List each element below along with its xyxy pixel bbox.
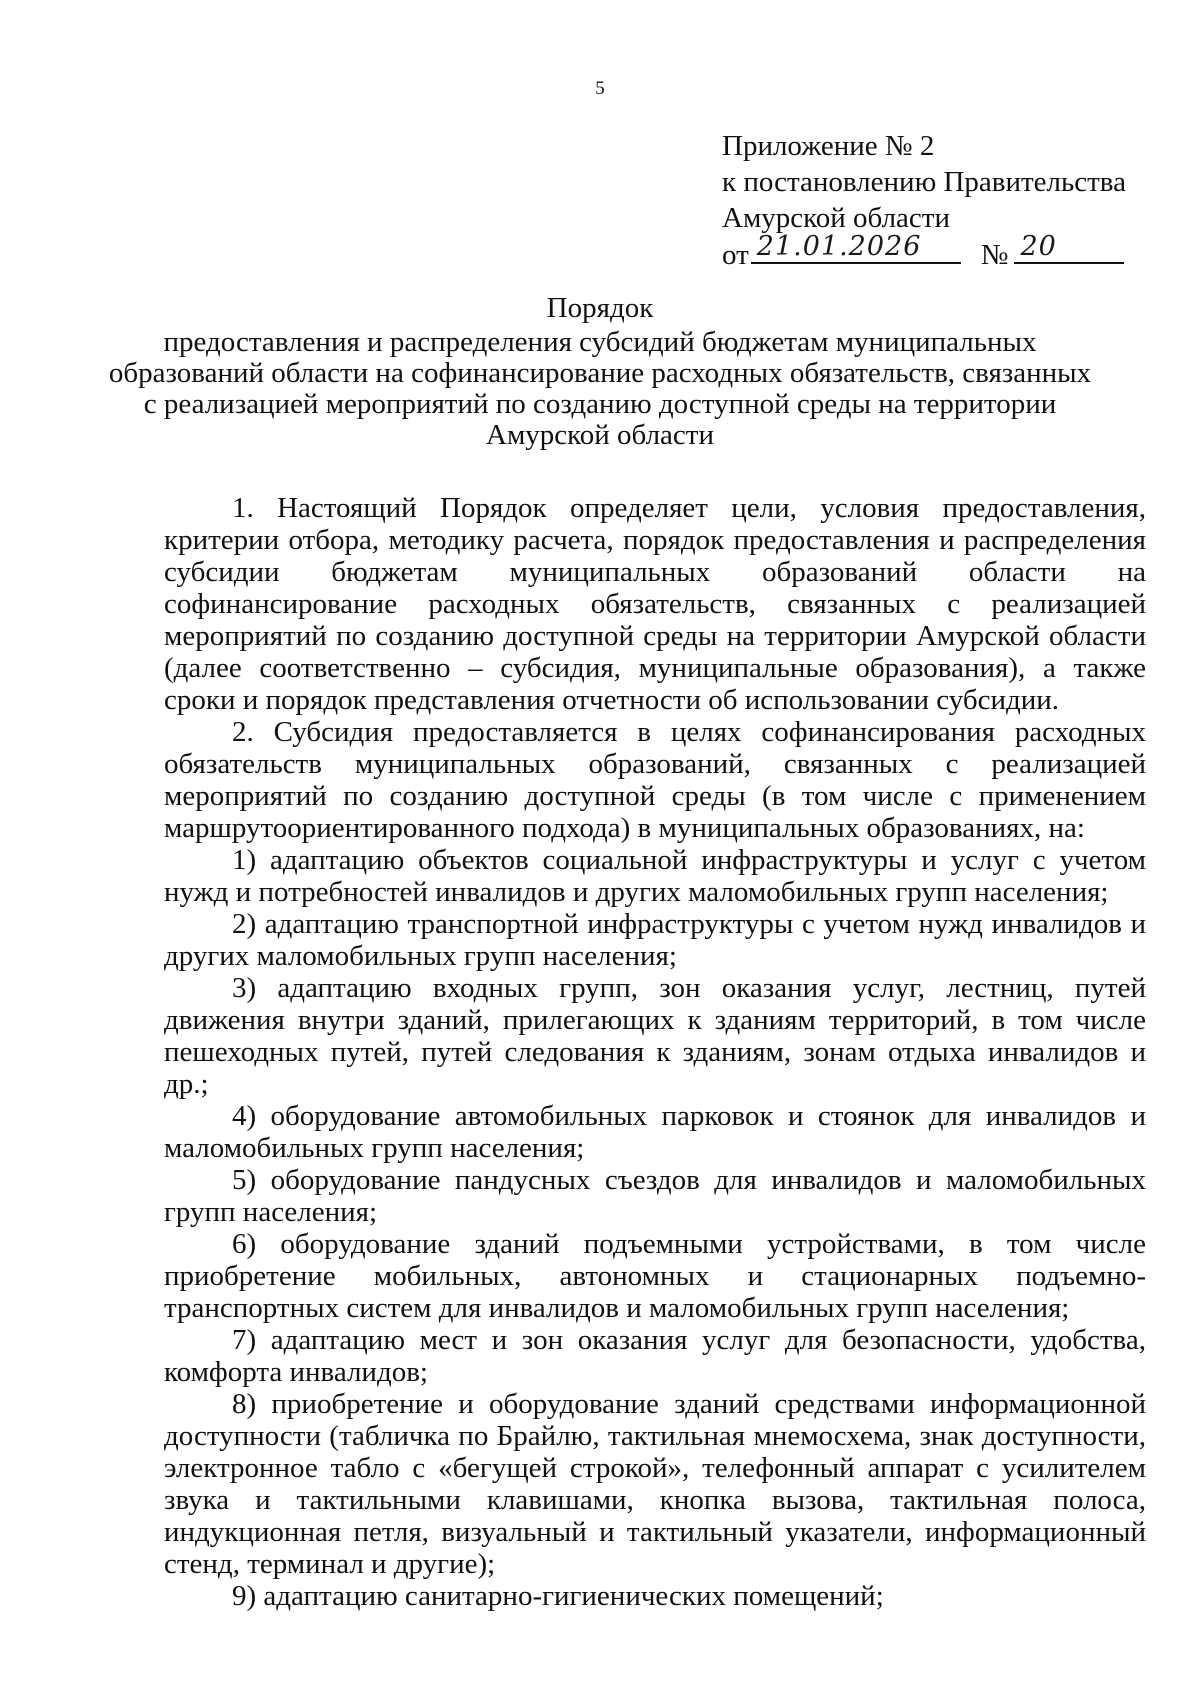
list-item-9: 9) адаптацию санитарно-гигиенических помещений; [232, 1580, 884, 1612]
appendix-block [722, 128, 1126, 273]
paragraph-2: 2. Субсидия предоставляется в целях софинансирования расходных обязательств муниципальных образований, связанных с реализацией мероприятий по созданию доступной среды (в том числе с применением маршрутоориентированного подхода) в муниципальных образованиях, на: [164, 716, 1146, 844]
document-title [0, 293, 1200, 451]
list-item-5: 5) оборудование пандусных съездов для инвалидов и маломобильных групп населения; [164, 1164, 1146, 1228]
list-item-6: 6) оборудование зданий подъемными устройствами, в том числе приобретение мобильных, автономных и стационарных подъемно-транспортных систем для инвалидов и маломобильных групп населения; [164, 1228, 1146, 1324]
list-item-3: 3) адаптацию входных групп, зон оказания услуг, лестниц, путей движения внутри зданий, прилегающих к зданиям территорий, в том числе пешеходных путей, путей следования к зданиям, зонам отдыха инвалидов и др.; [164, 972, 1146, 1100]
appendix-date-number-line [722, 231, 1126, 273]
page-number: 5 [595, 78, 605, 99]
date-prefix: от [722, 239, 749, 271]
appendix-title: Приложение № 2 [722, 130, 935, 162]
document-body [164, 492, 1146, 1612]
title-heading: Порядок [546, 292, 654, 324]
number-prefix: № [980, 239, 1009, 271]
number-blank [1014, 231, 1124, 264]
title-line-4: Амурской области [486, 419, 714, 451]
paragraph-1: 1. Настоящий Порядок определяет цели, условия предоставления, критерии отбора, методику расчета, порядок предоставления и распределения субсидии бюджетам муниципальных образований области на софинансирование расходных обязательств, связанных с реализацией мероприятий по созданию доступной среды на территории Амурской области (далее соответственно – субсидия, муниципальные образования), а также сроки и порядок представления отчетности об использовании субсидии. [164, 492, 1146, 716]
list-item-2: 2) адаптацию транспортной инфраструктуры с учетом нужд инвалидов и других маломобильных групп населения; [164, 908, 1146, 972]
list-item-4: 4) оборудование автомобильных парковок и стоянок для инвалидов и маломобильных групп населения; [164, 1100, 1146, 1164]
title-line-3: с реализацией мероприятий по созданию доступной среды на территории [143, 388, 1057, 420]
handwritten-date: 21.01.2026 [756, 231, 922, 262]
date-blank [751, 231, 961, 264]
list-item-7: 7) адаптацию мест и зон оказания услуг для безопасности, удобства, комфорта инвалидов; [164, 1324, 1146, 1388]
title-line-2: образований области на софинансирование расходных обязательств, связанных [108, 357, 1092, 389]
list-item-8: 8) приобретение и оборудование зданий средствами информационной доступности (табличка по Брайлю, тактильная мнемосхема, знак доступности, электронное табло с «бегущей строкой», телефонный аппарат с усилителем звука и тактильными клавишами, кнопка вызова, тактильная полоса, индукционная петля, визуальный и тактильный указатели, информационный стенд, терминал и другие); [164, 1388, 1146, 1580]
appendix-reference: к постановлению Правительства [722, 166, 1126, 198]
list-item-1: 1) адаптацию объектов социальной инфраструктуры и услуг с учетом нужд и потребностей инвалидов и других маломобильных групп населения; [164, 844, 1146, 908]
appendix-region: Амурской области [722, 202, 950, 234]
title-line-1: предоставления и распределения субсидий бюджетам муниципальных [163, 326, 1037, 358]
handwritten-number: 20 [1020, 231, 1057, 262]
